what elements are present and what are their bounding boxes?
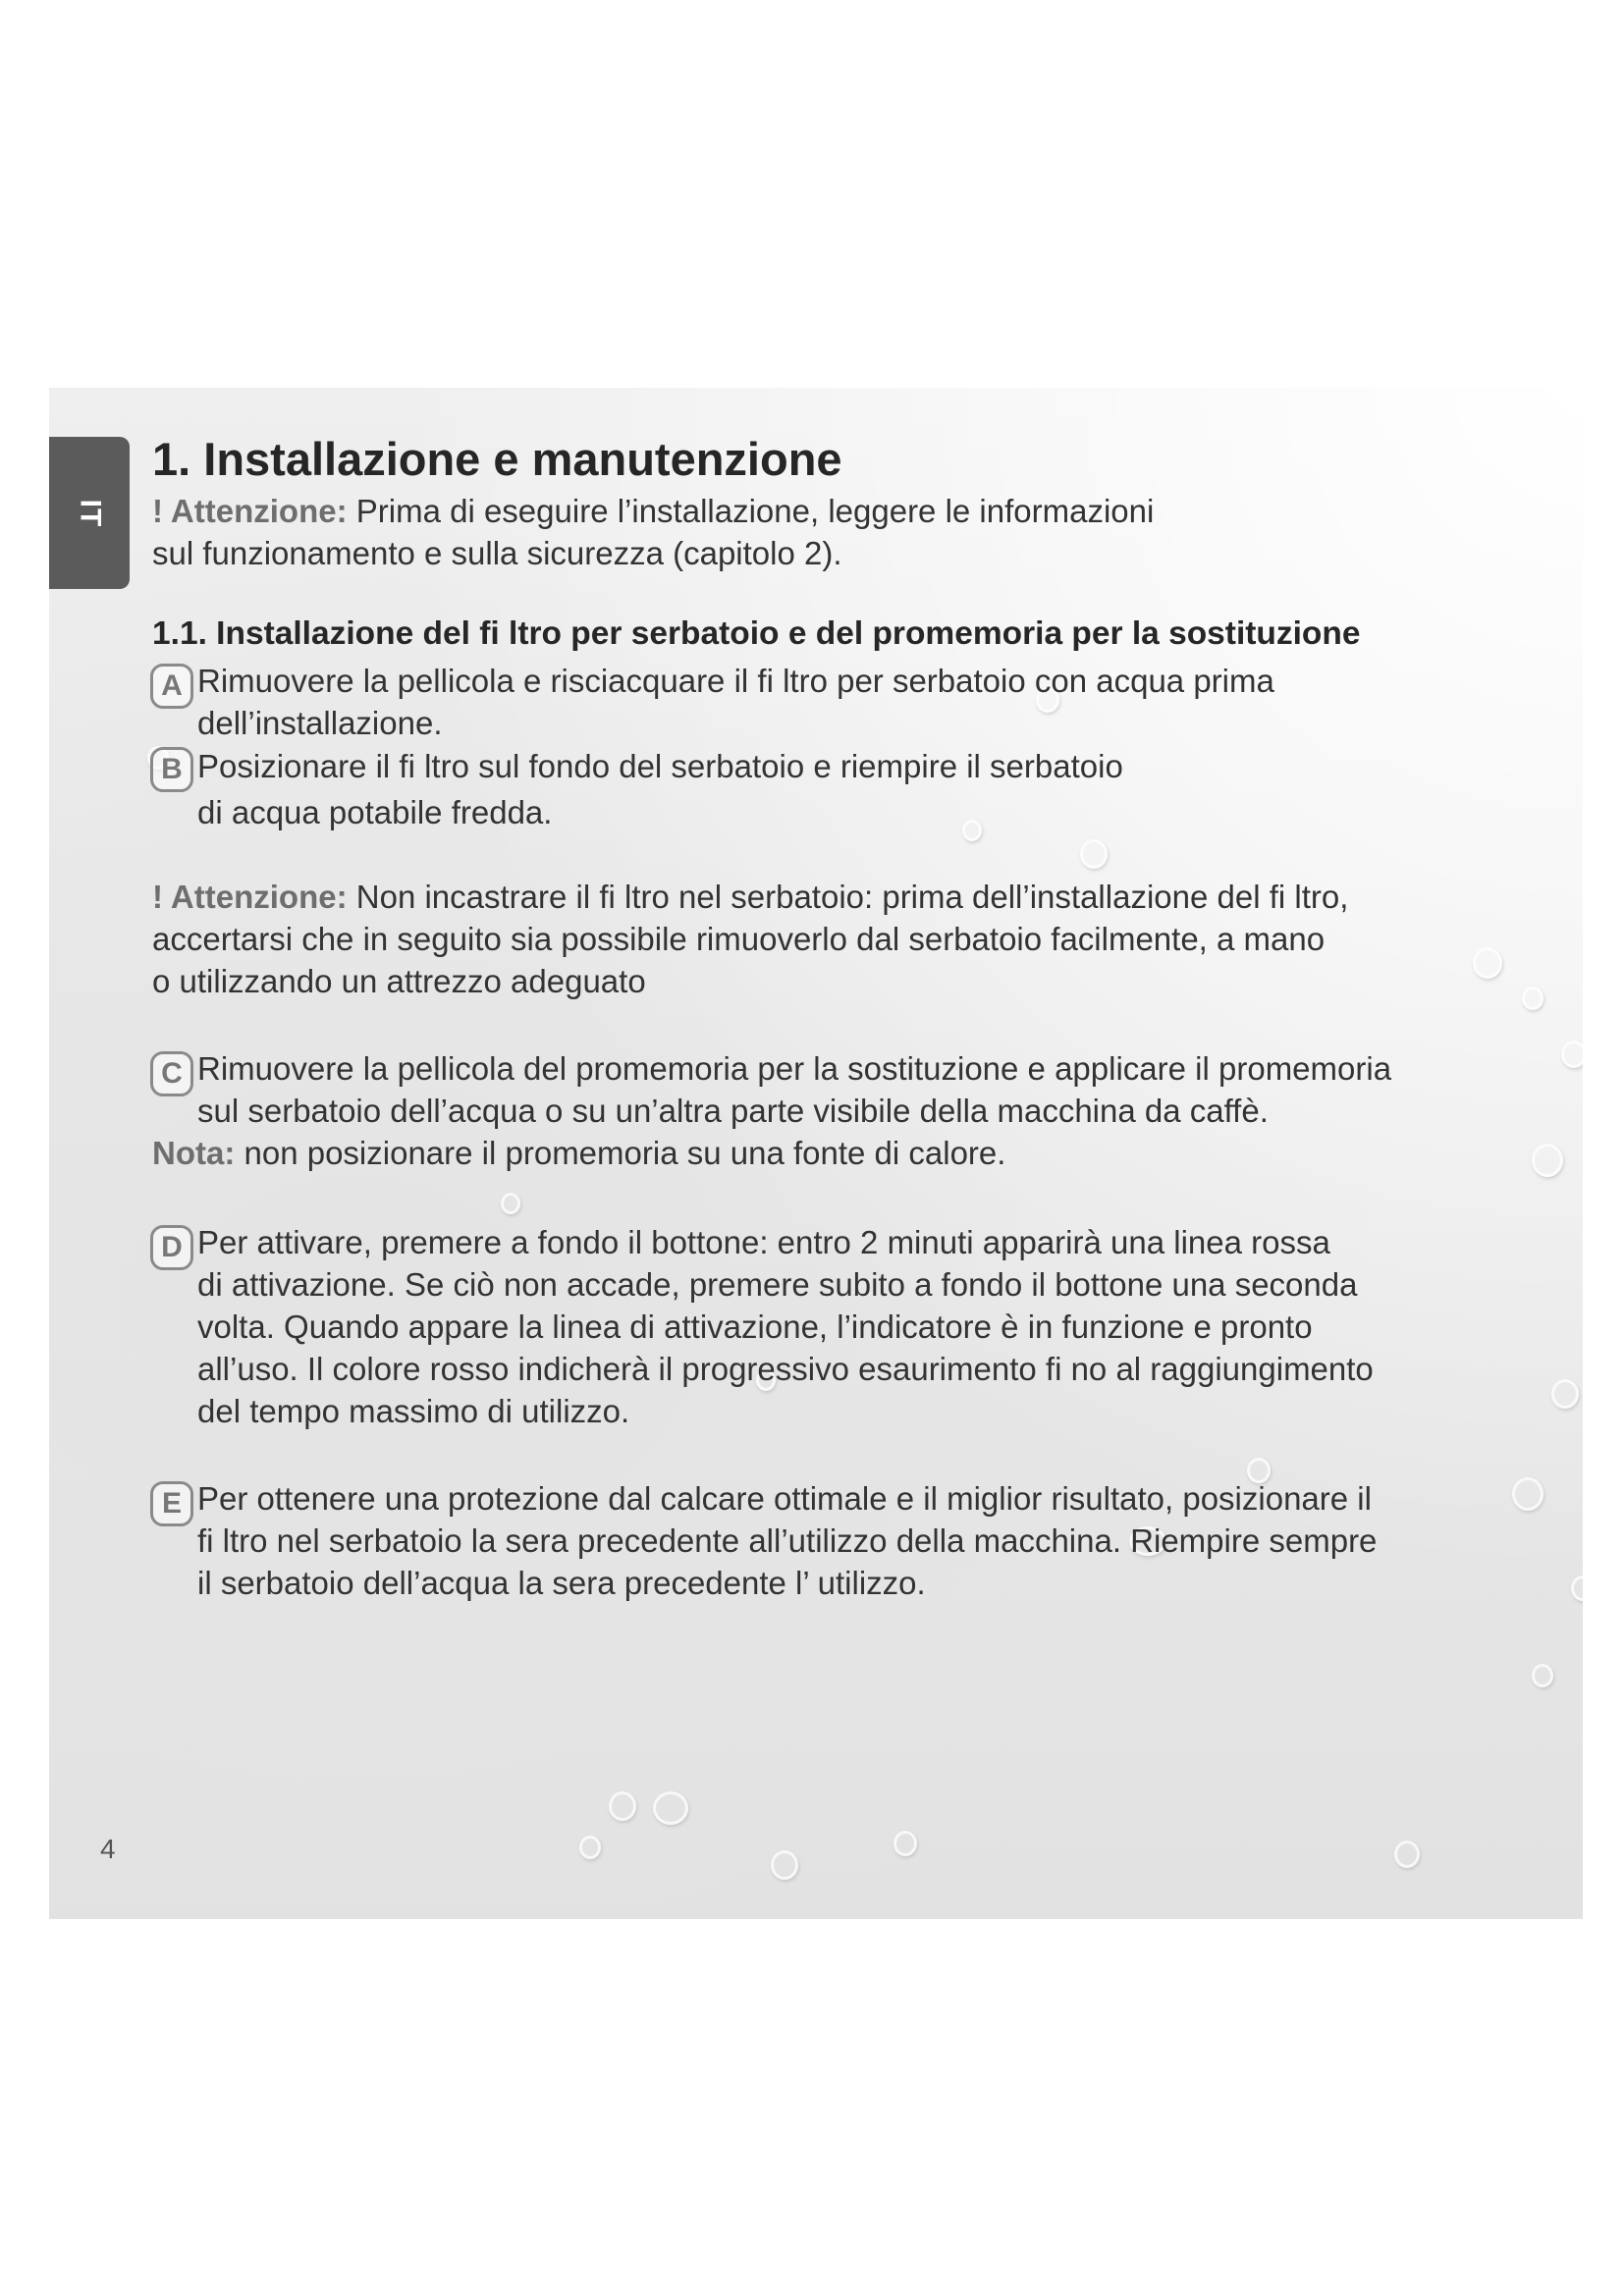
step-e <box>150 1477 1544 1604</box>
filter-warning-text: Non incastrare il fi ltro nel serbatoio: prima dell’installazione del fi ltro, <box>347 879 1349 915</box>
note-label: Nota: <box>152 1135 236 1171</box>
subsection-title: 1.1. Installazione del fi ltro per serbatoio e del promemoria per la sostituzione <box>152 615 1361 652</box>
intro-warning <box>152 490 1154 574</box>
water-droplet <box>1522 987 1543 1010</box>
water-droplet <box>1532 1664 1553 1687</box>
step-text <box>197 1047 1544 1132</box>
step-line: volta. Quando appare la linea di attivazione, l’indicatore è in funzione e pronto <box>197 1308 1313 1345</box>
filter-warning-line2: accertarsi che in seguito sia possibile rimuoverlo dal serbatoio facilmente, a mano <box>152 921 1326 957</box>
filter-warning <box>152 876 1348 1002</box>
water-droplet <box>893 1831 917 1856</box>
step-line: Rimuovere la pellicola del promemoria per la sostituzione e applicare il promemoria <box>197 1050 1392 1087</box>
step-d <box>150 1221 1544 1432</box>
water-droplet <box>771 1850 798 1880</box>
step-a <box>150 660 1544 744</box>
note-text: non posizionare il promemoria su una fonte di calore. <box>235 1135 1006 1171</box>
step-line: del tempo massimo di utilizzo. <box>197 1393 630 1429</box>
step-line: Per ottenere una protezione dal calcare ottimale e il miglior risultato, posizionare il <box>197 1480 1372 1517</box>
language-tab-label: IT <box>73 499 106 527</box>
page-panel <box>49 388 1583 1919</box>
water-droplet <box>609 1791 636 1821</box>
water-droplet <box>579 1836 601 1859</box>
water-droplet <box>501 1193 520 1214</box>
warning-label: ! Attenzione: <box>152 879 348 915</box>
step-letter-badge: A <box>150 664 193 709</box>
step-text <box>197 1477 1544 1604</box>
step-b <box>150 743 1544 835</box>
note <box>152 1132 1005 1174</box>
intro-warning-text: Prima di eseguire l’installazione, leggere le informazioni <box>347 493 1155 529</box>
language-tab <box>49 437 130 589</box>
step-line: di acqua potabile fredda. <box>197 794 553 830</box>
water-droplet <box>653 1791 688 1825</box>
step-line: all’uso. Il colore rosso indicherà il progressivo esaurimento fi no al raggiungimento <box>197 1351 1374 1387</box>
step-line: di attivazione. Se ciò non accade, premere subito a fondo il bottone una seconda <box>197 1266 1358 1303</box>
step-text <box>197 1221 1544 1432</box>
step-line: Posizionare il fi ltro sul fondo del serbatoio e riempire il serbatoio <box>197 748 1123 784</box>
step-line: il serbatoio dell’acqua la sera precedente l’ utilizzo. <box>197 1565 926 1601</box>
page-number: 4 <box>100 1834 116 1864</box>
step-line: Per attivare, premere a fondo il bottone: entro 2 minuti apparirà una linea rossa <box>197 1224 1330 1260</box>
step-text <box>197 743 1544 835</box>
warning-label: ! Attenzione: <box>152 493 348 529</box>
step-line: Rimuovere la pellicola e risciacquare il fi ltro per serbatoio con acqua prima <box>197 663 1274 699</box>
step-letter-badge: E <box>150 1481 193 1526</box>
water-droplet <box>1561 1041 1583 1068</box>
section-title: 1. Installazione e manutenzione <box>152 433 842 485</box>
step-line: sul serbatoio dell’acqua o su un’altra parte visibile della macchina da caffè. <box>197 1093 1269 1129</box>
intro-warning-line2: sul funzionamento e sulla sicurezza (capitolo 2). <box>152 535 842 571</box>
step-letter-badge: B <box>150 747 193 792</box>
step-line: fi ltro nel serbatoio la sera precedente all’utilizzo della macchina. Riempire sempre <box>197 1522 1378 1559</box>
water-droplet <box>1394 1841 1420 1868</box>
water-droplet <box>1571 1575 1583 1601</box>
water-droplet <box>1473 947 1502 979</box>
step-c <box>150 1047 1544 1132</box>
water-droplet <box>1080 839 1108 869</box>
step-line: dell’installazione. <box>197 705 443 741</box>
step-letter-badge: D <box>150 1225 193 1270</box>
water-droplet <box>1551 1379 1579 1409</box>
filter-warning-line3: o utilizzando un attrezzo adeguato <box>152 963 646 999</box>
water-droplet <box>1532 1144 1563 1177</box>
step-letter-badge: C <box>150 1051 193 1096</box>
step-text <box>197 660 1544 744</box>
